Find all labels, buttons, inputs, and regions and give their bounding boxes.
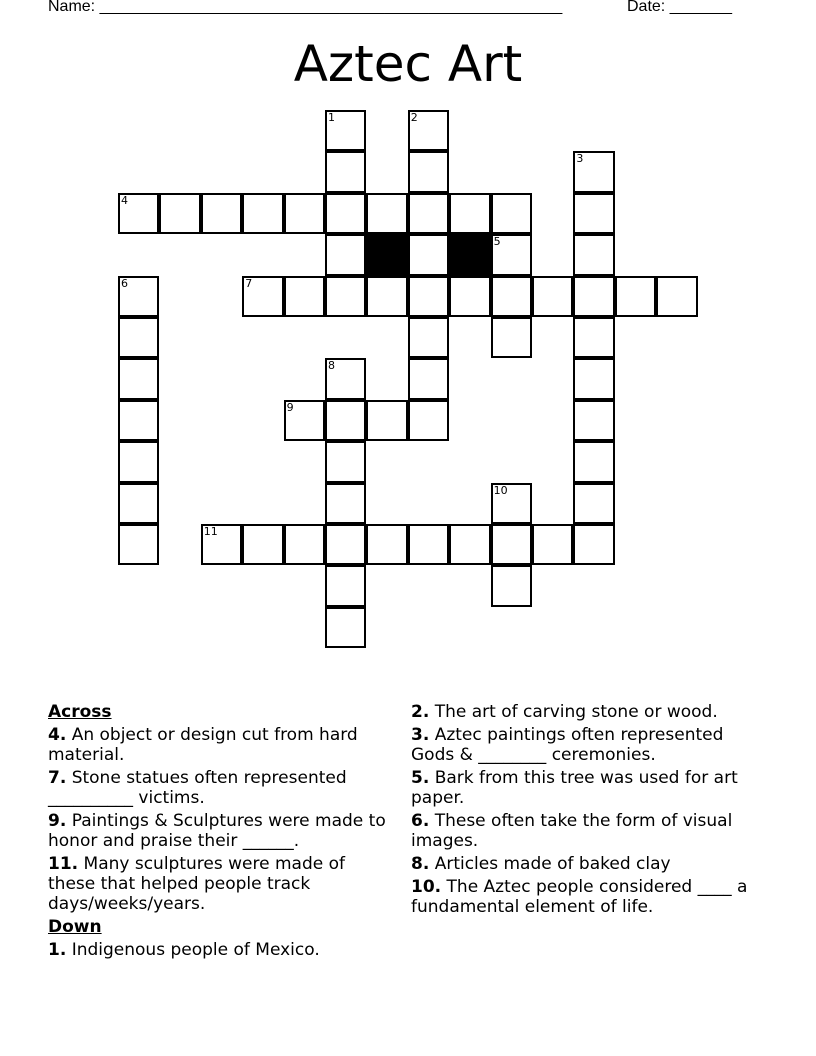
clue-number: 4. <box>48 725 67 745</box>
clue-down-6 <box>411 811 771 851</box>
grid-cell[interactable] <box>408 400 449 441</box>
grid-cell[interactable] <box>118 483 159 524</box>
grid-cell[interactable] <box>449 276 490 317</box>
grid-cell[interactable] <box>118 358 159 399</box>
grid-cell[interactable] <box>573 317 614 358</box>
grid-cell[interactable] <box>118 524 159 565</box>
grid-cell[interactable] <box>573 483 614 524</box>
grid-cell[interactable] <box>242 524 283 565</box>
grid-cell[interactable] <box>491 193 532 234</box>
clue-number-label: 5 <box>493 235 501 249</box>
clue-number-label: 9 <box>286 400 294 414</box>
clue-number-label: 3 <box>576 152 584 166</box>
clue-number: 10. <box>411 877 442 897</box>
grid-cell[interactable] <box>118 193 159 234</box>
grid-cell[interactable] <box>449 193 490 234</box>
clue-across-9 <box>48 811 393 851</box>
clue-down-8 <box>411 854 771 874</box>
clue-number-label: 11 <box>203 525 218 538</box>
clues-right-column <box>411 702 771 920</box>
grid-cell[interactable] <box>242 276 283 317</box>
grid-cell[interactable] <box>491 276 532 317</box>
blocked-cell <box>449 234 490 275</box>
clue-number-label: 2 <box>410 111 418 124</box>
grid-cell[interactable] <box>573 234 614 275</box>
grid-cell[interactable] <box>366 524 407 565</box>
grid-cell[interactable] <box>615 276 656 317</box>
grid-cell[interactable] <box>408 524 449 565</box>
grid-cell[interactable] <box>242 193 283 234</box>
clue-text: Stone statues often represented __________ victims. <box>48 768 347 808</box>
clue-across-4 <box>48 725 393 765</box>
clue-text: The Aztec people considered ____ a fundamental element of life. <box>411 877 748 917</box>
clue-text: Articles made of baked clay <box>434 854 671 874</box>
grid-cell[interactable] <box>325 234 366 275</box>
grid-cell[interactable] <box>284 193 325 234</box>
grid-cell[interactable] <box>491 524 532 565</box>
clue-number: 7. <box>48 768 67 788</box>
across-heading: Across <box>48 702 112 722</box>
grid-cell[interactable] <box>491 483 532 524</box>
grid-cell[interactable] <box>573 151 614 192</box>
clue-number: 8. <box>411 854 430 874</box>
clue-text: Aztec paintings often represented Gods & ________ ceremonies. <box>411 725 724 765</box>
grid-cell[interactable] <box>325 276 366 317</box>
grid-cell[interactable] <box>325 483 366 524</box>
clue-down-1 <box>48 940 393 960</box>
clue-number: 3. <box>411 725 430 745</box>
grid-cell[interactable] <box>408 110 449 151</box>
clue-text: The art of carving stone or wood. <box>434 702 718 722</box>
grid-cell[interactable] <box>532 276 573 317</box>
grid-cell[interactable] <box>118 276 159 317</box>
grid-cell[interactable] <box>408 151 449 192</box>
grid-cell[interactable] <box>573 276 614 317</box>
clue-number-label: 4 <box>121 193 128 207</box>
grid-cell[interactable] <box>118 317 159 358</box>
grid-cell[interactable] <box>408 358 449 399</box>
clue-down-3 <box>411 725 771 765</box>
clue-text: These often take the form of visual images. <box>411 811 733 851</box>
grid-cell[interactable] <box>325 358 366 399</box>
clue-number: 5. <box>411 768 430 788</box>
grid-cell[interactable] <box>366 276 407 317</box>
grid-cell[interactable] <box>573 400 614 441</box>
clue-text: Paintings & Sculptures were made to honor and praise their ______. <box>48 811 386 851</box>
clue-number: 9. <box>48 811 67 831</box>
grid-cell[interactable] <box>491 234 532 275</box>
down-heading: Down <box>48 917 102 937</box>
date-field-label: Date: _______ <box>627 0 732 15</box>
grid-cell[interactable] <box>118 400 159 441</box>
grid-cell[interactable] <box>325 565 366 606</box>
grid-cell[interactable] <box>201 524 242 565</box>
grid-cell[interactable] <box>573 193 614 234</box>
page-title: Aztec Art <box>293 35 523 93</box>
grid-cell[interactable] <box>573 441 614 482</box>
clue-text: Indigenous people of Mexico. <box>71 940 320 960</box>
grid-cell[interactable] <box>491 317 532 358</box>
clue-number-label: 6 <box>121 276 128 290</box>
grid-cell[interactable] <box>408 234 449 275</box>
grid-cell[interactable] <box>449 524 490 565</box>
grid-cell[interactable] <box>325 441 366 482</box>
grid-cell[interactable] <box>532 524 573 565</box>
clue-down-2 <box>411 702 771 722</box>
grid-cell[interactable] <box>366 400 407 441</box>
clue-across-11 <box>48 854 393 914</box>
clue-text: Bark from this tree was used for art paper. <box>411 768 738 808</box>
grid-cell[interactable] <box>201 193 242 234</box>
name-field-label: Name: ____________________________________________________ <box>48 0 563 15</box>
grid-cell[interactable] <box>325 607 366 648</box>
clue-number-label: 1 <box>328 111 335 124</box>
grid-cell[interactable] <box>491 565 532 606</box>
clue-number-label: 8 <box>328 359 335 373</box>
grid-cell[interactable] <box>284 524 325 565</box>
grid-cell[interactable] <box>325 193 366 234</box>
clue-number-label: 10 <box>493 483 508 497</box>
grid-cell[interactable] <box>325 524 366 565</box>
clues-left-column <box>48 702 393 963</box>
grid-cell[interactable] <box>408 317 449 358</box>
grid-cell[interactable] <box>573 358 614 399</box>
grid-cell[interactable] <box>325 110 366 151</box>
clue-number: 6. <box>411 811 430 831</box>
blocked-cell <box>366 234 407 275</box>
grid-cell[interactable] <box>408 193 449 234</box>
grid-cell[interactable] <box>284 400 325 441</box>
grid-cell[interactable] <box>325 400 366 441</box>
clue-down-5 <box>411 768 771 808</box>
clue-number: 11. <box>48 854 79 874</box>
grid-cell[interactable] <box>408 276 449 317</box>
grid-cell[interactable] <box>325 151 366 192</box>
clue-down-10 <box>411 877 771 917</box>
grid-cell[interactable] <box>159 193 200 234</box>
clue-text: An object or design cut from hard material. <box>48 725 358 765</box>
grid-cell[interactable] <box>118 441 159 482</box>
clue-number: 2. <box>411 702 430 722</box>
grid-cell[interactable] <box>366 193 407 234</box>
clue-number: 1. <box>48 940 67 960</box>
clue-number-label: 7 <box>245 276 253 290</box>
grid-cell[interactable] <box>573 524 614 565</box>
clue-across-7 <box>48 768 393 808</box>
grid-cell[interactable] <box>656 276 697 317</box>
grid-cell[interactable] <box>284 276 325 317</box>
clue-text: Many sculptures were made of these that helped people track days/weeks/years. <box>48 854 345 914</box>
